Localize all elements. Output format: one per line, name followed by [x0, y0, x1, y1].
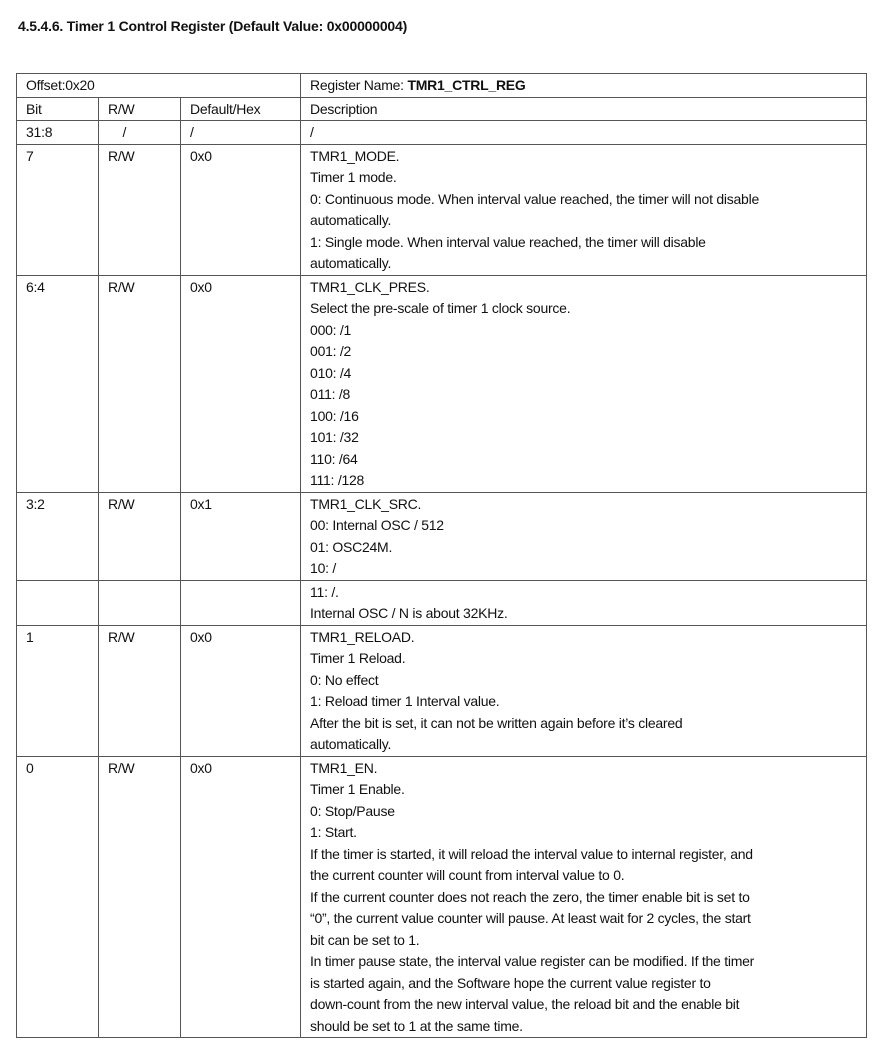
- description-cell: [301, 625, 867, 756]
- description-line: /: [310, 124, 314, 140]
- register-table: [16, 73, 867, 1038]
- rw-cell: R/W: [99, 625, 181, 756]
- header-bit: Bit: [17, 97, 99, 121]
- description-line: After the bit is set, it can not be written again before it’s cleared: [310, 714, 683, 731]
- description-cell: [301, 492, 867, 580]
- bit-cell: 31:8: [17, 121, 99, 145]
- register-name-label: Register Name:: [310, 77, 408, 93]
- description-line: 11: /.: [310, 583, 339, 600]
- description-line: “0”, the current value counter will pause. At least wait for 2 cycles, the start: [310, 910, 751, 926]
- default-cell: 0x0: [181, 144, 301, 275]
- rw-cell: /: [99, 121, 181, 145]
- default-cell: /: [181, 121, 301, 145]
- rw-cell: R/W: [99, 492, 181, 580]
- description-cell: [301, 275, 867, 492]
- description-line: 00: Internal OSC / 512: [310, 517, 444, 533]
- header-rw: R/W: [99, 97, 181, 121]
- description-line: In timer pause state, the interval value register can be modified. If the timer: [310, 953, 755, 969]
- description-line: is started again, and the Software hope the current value register to: [310, 974, 711, 991]
- description-line: TMR1_RELOAD.: [310, 628, 415, 645]
- description-line: Select the pre-scale of timer 1 clock source.: [310, 300, 571, 316]
- description-line: 011: /8: [310, 386, 351, 402]
- description-line: 1: Reload timer 1 Interval value.: [310, 693, 500, 709]
- rw-cell: R/W: [99, 756, 181, 1038]
- rw-cell: [99, 580, 181, 625]
- default-cell: 0x0: [181, 625, 301, 756]
- description-line: TMR1_MODE.: [310, 147, 400, 164]
- description-line: 010: /4: [310, 364, 352, 381]
- table-row: [17, 625, 867, 756]
- description-line: down-count from the new interval value, the reload bit and the enable bit: [310, 996, 740, 1012]
- table-row: [17, 144, 867, 275]
- description-line: 0: Continuous mode. When interval value reached, the timer will not disable: [310, 190, 759, 207]
- description-line: 110: /64: [310, 450, 358, 467]
- description-line: bit can be set to 1.: [310, 931, 420, 948]
- description-line: 1: Single mode. When interval value reached, the timer will disable: [310, 233, 706, 250]
- description-line: 0: Stop/Pause: [310, 802, 395, 819]
- header-row: [17, 97, 867, 121]
- description-line: Timer 1 Reload.: [310, 650, 406, 666]
- register-name: [301, 74, 867, 98]
- description-line: 0: No effect: [310, 671, 379, 688]
- table-row: [17, 580, 867, 625]
- description-line: 000: /1: [310, 321, 352, 338]
- rw-cell: R/W: [99, 275, 181, 492]
- description-cell: [301, 580, 867, 625]
- description-line: automatically.: [310, 736, 392, 752]
- bit-cell: 7: [17, 144, 99, 275]
- description-line: the current counter will count from interval value to 0.: [310, 867, 625, 883]
- table-row: [17, 121, 867, 145]
- rw-cell: R/W: [99, 144, 181, 275]
- description-line: Internal OSC / N is about 32KHz.: [310, 605, 508, 621]
- default-cell: 0x0: [181, 275, 301, 492]
- description-line: If the timer is started, it will reload the interval value to internal register, and: [310, 845, 753, 862]
- offset-row: [17, 74, 867, 98]
- description-line: 01: OSC24M.: [310, 538, 393, 555]
- description-line: If the current counter does not reach the zero, the timer enable bit is set to: [310, 888, 750, 905]
- default-cell: [181, 580, 301, 625]
- description-line: Timer 1 mode.: [310, 169, 397, 185]
- description-cell: [301, 144, 867, 275]
- description-line: TMR1_CLK_PRES.: [310, 278, 430, 295]
- header-default: Default/Hex: [181, 97, 301, 121]
- description-cell: [301, 121, 867, 145]
- description-line: 100: /16: [310, 407, 359, 424]
- table-row: [17, 756, 867, 1038]
- description-line: 10: /: [310, 560, 337, 576]
- description-line: automatically.: [310, 212, 392, 228]
- description-line: 1: Start.: [310, 824, 357, 840]
- offset: Offset:0x20: [17, 74, 301, 98]
- description-line: Timer 1 Enable.: [310, 781, 405, 797]
- bit-cell: [17, 580, 99, 625]
- description-line: should be set to 1 at the same time.: [310, 1017, 523, 1034]
- description-line: TMR1_EN.: [310, 759, 378, 776]
- description-line: automatically.: [310, 255, 392, 271]
- bit-cell: 3:2: [17, 492, 99, 580]
- default-cell: 0x0: [181, 756, 301, 1038]
- bit-cell: 0: [17, 756, 99, 1038]
- table-row: [17, 275, 867, 492]
- section-title: 4.5.4.6. Timer 1 Control Register (Default Value: 0x00000004): [18, 18, 408, 34]
- description-cell: [301, 756, 867, 1038]
- description-line: TMR1_CLK_SRC.: [310, 495, 422, 512]
- table-row: [17, 492, 867, 580]
- description-line: 101: /32: [310, 429, 359, 445]
- header-description: Description: [301, 97, 867, 121]
- default-cell: 0x1: [181, 492, 301, 580]
- description-line: 111: /128: [310, 472, 365, 488]
- bit-cell: 1: [17, 625, 99, 756]
- description-line: 001: /2: [310, 343, 352, 359]
- bit-cell: 6:4: [17, 275, 99, 492]
- register-name-value: TMR1_CTRL_REG: [407, 77, 526, 93]
